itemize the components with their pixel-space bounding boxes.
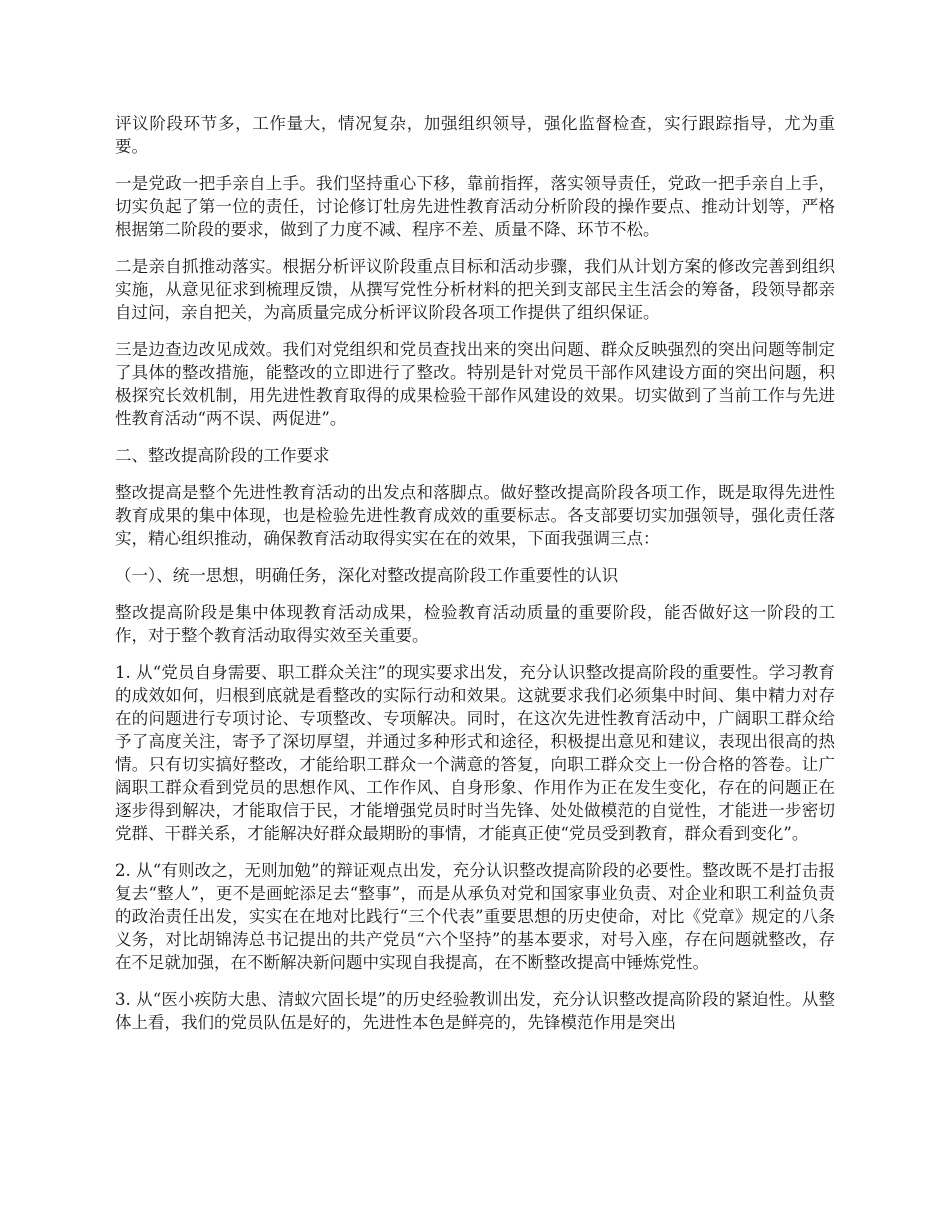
paragraph-review-stage-intro: 评议阶段环节多，工作量大，情况复杂，加强组织领导，强化监督检查，实行跟踪指导，尤为重要。 — [115, 114, 835, 156]
paragraph-leaders-hands-on: 一是党政一把手亲自上手。我们坚持重心下移，靠前指挥，落实领导责任，党政一把手亲自上手，切实负起了第一位的责任，讨论修订牡房先进性教育活动分析阶段的操作要点、推动计划等，严格根据第二阶段的要求，做到了力度不减、程序不差、质量不降、环节不松。 — [115, 174, 835, 239]
paragraph-personally-promote: 二是亲自抓推动落实。根据分析评议阶段重点目标和活动步骤，我们从计划方案的修改完善到组织实施，从意见征求到梳理反馈，从撰写党性分析材料的把关到支部民主生活会的筹备，段领导都亲自过问，亲自把关，为高质量完成分析评议阶段各项工作提供了组织保证。 — [115, 257, 835, 322]
section-heading-rectification-requirements: 二、整改提高阶段的工作要求 — [115, 446, 330, 465]
paragraph-point-1-importance: 1. 从“党员自身需要、职工群众关注”的现实要求出发，充分认识整改提高阶段的重要性。学习教育的成效如何，归根到底就是看整改的实际行动和效果。这就要求我们必须集中时间、集中精力对存在的问题进行专项讨论、专项整改、专项解决。同时，在这次先进性教育活动中，广阔职工群众给予了高度关注，寄予了深切厚望，并通过多种形式和途径，积极提出意见和建议，表现出很高的热情。只有切实搞好整改，才能给职工群众一个满意的答复，向职工群众交上一份合格的答卷。让广阔职工群众看到党员的思想作风、工作作风、自身形象、作用作为正在发生变化，存在的问题正在逐步得到解决，才能取信于民，才能增强党员时时当先锋、处处做模范的自觉性，才能进一步密切党群、干群关系，才能解决好群众最期盼的事情，才能真正使“党员受到教育，群众看到变化”。 — [115, 663, 835, 843]
paragraph-point-3-urgency: 3. 从“医小疾防大患、清蚁穴固长堤”的历史经验教训出发，充分认识整改提高阶段的紧迫性。从整体上看，我们的党员队伍是好的，先进性本色是鲜亮的，先锋模范作用是突出 — [115, 990, 835, 1032]
paragraph-rectification-intro: 整改提高是整个先进性教育活动的出发点和落脚点。做好整改提高阶段各项工作，既是取得先进性教育成果的集中体现，也是检验先进性教育成效的重要标志。各支部要切实加强领导，强化责任落实，精心组织推动，确保教育活动取得实实在在的效果，下面我强调三点： — [115, 483, 835, 548]
paragraph-rectification-stage-importance: 整改提高阶段是集中体现教育活动成果，检验教育活动质量的重要阶段，能否做好这一阶段的工作，对于整个教育活动取得实效至关重要。 — [115, 603, 835, 645]
paragraph-check-and-rectify: 三是边查边改见成效。我们对党组织和党员查找出来的突出问题、群众反映强烈的突出问题等制定了具体的整改措施，能整改的立即进行了整改。特别是针对党员干部作风建设方面的突出问题，积极探究长效机制，用先进性教育取得的成果检验干部作风建设的效果。切实做到了当前工作与先进性教育活动“两不误、两促进”。 — [115, 340, 835, 428]
subsection-heading-unify-thinking: （一）、统一思想，明确任务，深化对整改提高阶段工作重要性的认识 — [115, 566, 619, 585]
paragraph-point-2-necessity: 2. 从“有则改之，无则加勉”的辩证观点出发，充分认识整改提高阶段的必要性。整改既不是打击报复去“整人”，更不是画蛇添足去“整事”，而是从承负对党和国家事业负责、对企业和职工利益负责的政治责任出发，实实在在地对比践行“三个代表”重要思想的历史使命，对比《党章》规定的八条义务，对比胡锦涛总书记提出的共产党员“六个坚持”的基本要求，对号入座，存在问题就整改，存在不足就加强，在不断解决新问题中实现自我提高，在不断整改提高中锤炼党性。 — [115, 861, 835, 972]
